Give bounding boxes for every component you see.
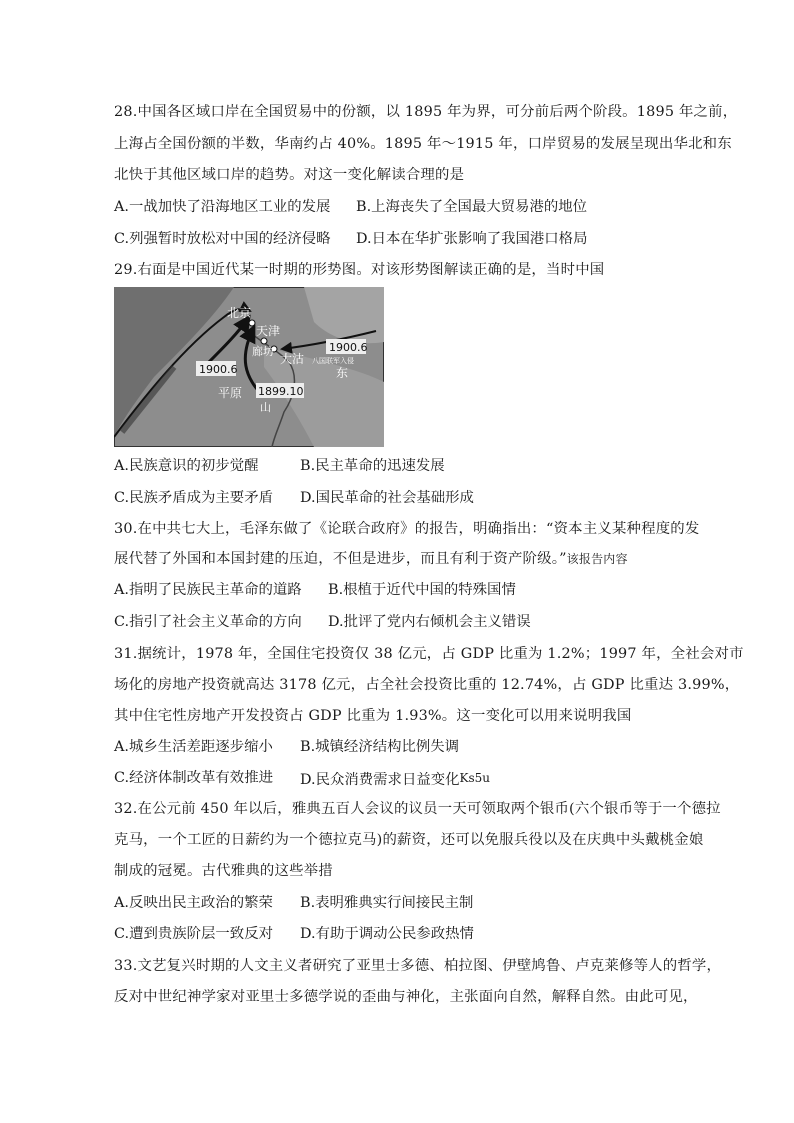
map-label: 平原 bbox=[218, 386, 243, 400]
q32-option-a: A.反映出民主政治的繁荣 bbox=[114, 895, 273, 911]
q30-stem-line-2 bbox=[114, 549, 628, 569]
map-label: 北京 bbox=[227, 306, 252, 320]
q29-option-c: C.民族矛盾成为主要矛盾 bbox=[114, 490, 273, 506]
q31-option-d-text: D.民众消费需求日益变化 bbox=[300, 772, 460, 788]
map-label: 廊坊 bbox=[252, 345, 274, 358]
map-city-marker bbox=[261, 338, 267, 344]
q30-stem-line-2-main: 展代替了外国和本国封建的压迫，不但是进步，而且有利于资产阶级。” bbox=[114, 551, 567, 567]
map-label: 天津 bbox=[256, 324, 281, 338]
q30-option-c: C.指引了社会主义革命的方向 bbox=[114, 614, 302, 630]
map-label: 1900.6 bbox=[329, 341, 368, 354]
map-city-marker bbox=[249, 320, 255, 326]
map-label: 山 bbox=[260, 401, 271, 414]
q31-option-a: A.城乡生活差距逐步缩小 bbox=[114, 739, 273, 755]
q32-stem-line-2: 克马，一个工匠的日薪约为一个德拉克马)的薪资，还可以免服兵役以及在庆典中头戴桃金娘 bbox=[114, 832, 704, 848]
q28-stem-line-3: 北快于其他区域口岸的趋势。对这一变化解读合理的是 bbox=[114, 167, 465, 183]
q31-stem-line-2: 场化的房地产投资就高达 3178 亿元，占全社会投资比重的 12.74%，占 GDP 比重达 3.99%， bbox=[114, 677, 740, 693]
q32-stem-line-1: 32.在公元前 450 年以后，雅典五百人会议的议员一天可领取两个银币(六个银币等于一个德拉 bbox=[114, 801, 721, 817]
q33-stem-line-1: 33.文艺复兴时期的人文主义者研究了亚里士多德、柏拉图、伊壁鸠鲁、卢克莱修等人的哲学， bbox=[114, 958, 722, 974]
q31-option-d bbox=[300, 768, 490, 790]
q30-stem-line-1: 30.在中共七大上，毛泽东做了《论联合政府》的报告，明确指出：“资本主义某种程度的发 bbox=[114, 521, 700, 537]
q31-option-b: B.城镇经济结构比例失调 bbox=[300, 739, 460, 755]
q32-option-c: C.遭到贵族阶层一致反对 bbox=[114, 926, 273, 942]
q30-stem-line-2-tail: 该报告内容 bbox=[566, 552, 628, 566]
q28-option-c: C.列强暂时放松对中国的经济侵略 bbox=[114, 231, 331, 247]
q32-stem-line-3: 制成的冠冕。古代雅典的这些举措 bbox=[114, 863, 333, 879]
q30-option-a: A.指明了民族民主革命的道路 bbox=[114, 582, 302, 598]
q28-option-b: B.上海丧失了全国最大贸易港的地位 bbox=[356, 199, 588, 215]
q31-stem-line-3: 其中住宅性房地产开发投资占 GDP 比重为 1.93%。这一变化可以用来说明我国 bbox=[114, 708, 632, 724]
q30-option-d: D.批评了党内右倾机会主义错误 bbox=[328, 614, 531, 630]
q33-stem-line-2: 反对中世纪神学家对亚里士多德学说的歪曲与神化，主张面向自然，解释自然。由此可见， bbox=[114, 989, 698, 1005]
q29-option-d: D.国民革命的社会基础形成 bbox=[300, 490, 474, 506]
q31-option-c: C.经济体制改革有效推进 bbox=[114, 770, 273, 786]
q31-stem-line-1: 31.据统计，1978 年，全国住宅投资仅 38 亿元，占 GDP 比重为 1.2%；1997 年，全社会对市 bbox=[114, 646, 744, 662]
q28-stem-line-1: 28.中国各区域口岸在全国贸易中的份额，以 1895 年为界，可分前后两个阶段。1895 年之前， bbox=[114, 104, 738, 120]
q32-option-b: B.表明雅典实行间接民主制 bbox=[300, 895, 474, 911]
q29-option-a: A.民族意识的初步觉醒 bbox=[114, 458, 259, 474]
watermark-text: Ks5u bbox=[459, 771, 491, 785]
map-label: 1900.6 bbox=[199, 363, 238, 376]
q30-option-b: B.根植于近代中国的特殊国情 bbox=[328, 582, 516, 598]
map-label: 八国联军入侵 bbox=[312, 357, 354, 365]
q32-option-d: D.有助于调动公民参政热情 bbox=[300, 926, 474, 942]
map-label: 大沽 bbox=[280, 352, 305, 366]
q28-stem-line-2: 上海占全国份额的半数，华南约占 40%。1895 年～1915 年，口岸贸易的发展呈现出华北和东 bbox=[114, 136, 732, 152]
historical-situation-map bbox=[114, 287, 384, 447]
q29-option-b: B.民主革命的迅速发展 bbox=[300, 458, 445, 474]
q29-stem-line-1: 29.右面是中国近代某一时期的形势图。对该形势图解读正确的是，当时中国 bbox=[114, 262, 605, 278]
map-label: 东 bbox=[336, 366, 349, 380]
map-label: 1899.10 bbox=[258, 385, 304, 398]
q28-option-a: A.一战加快了沿海地区工业的发展 bbox=[114, 199, 331, 215]
q28-option-d: D.日本在华扩张影响了我国港口格局 bbox=[356, 231, 588, 247]
